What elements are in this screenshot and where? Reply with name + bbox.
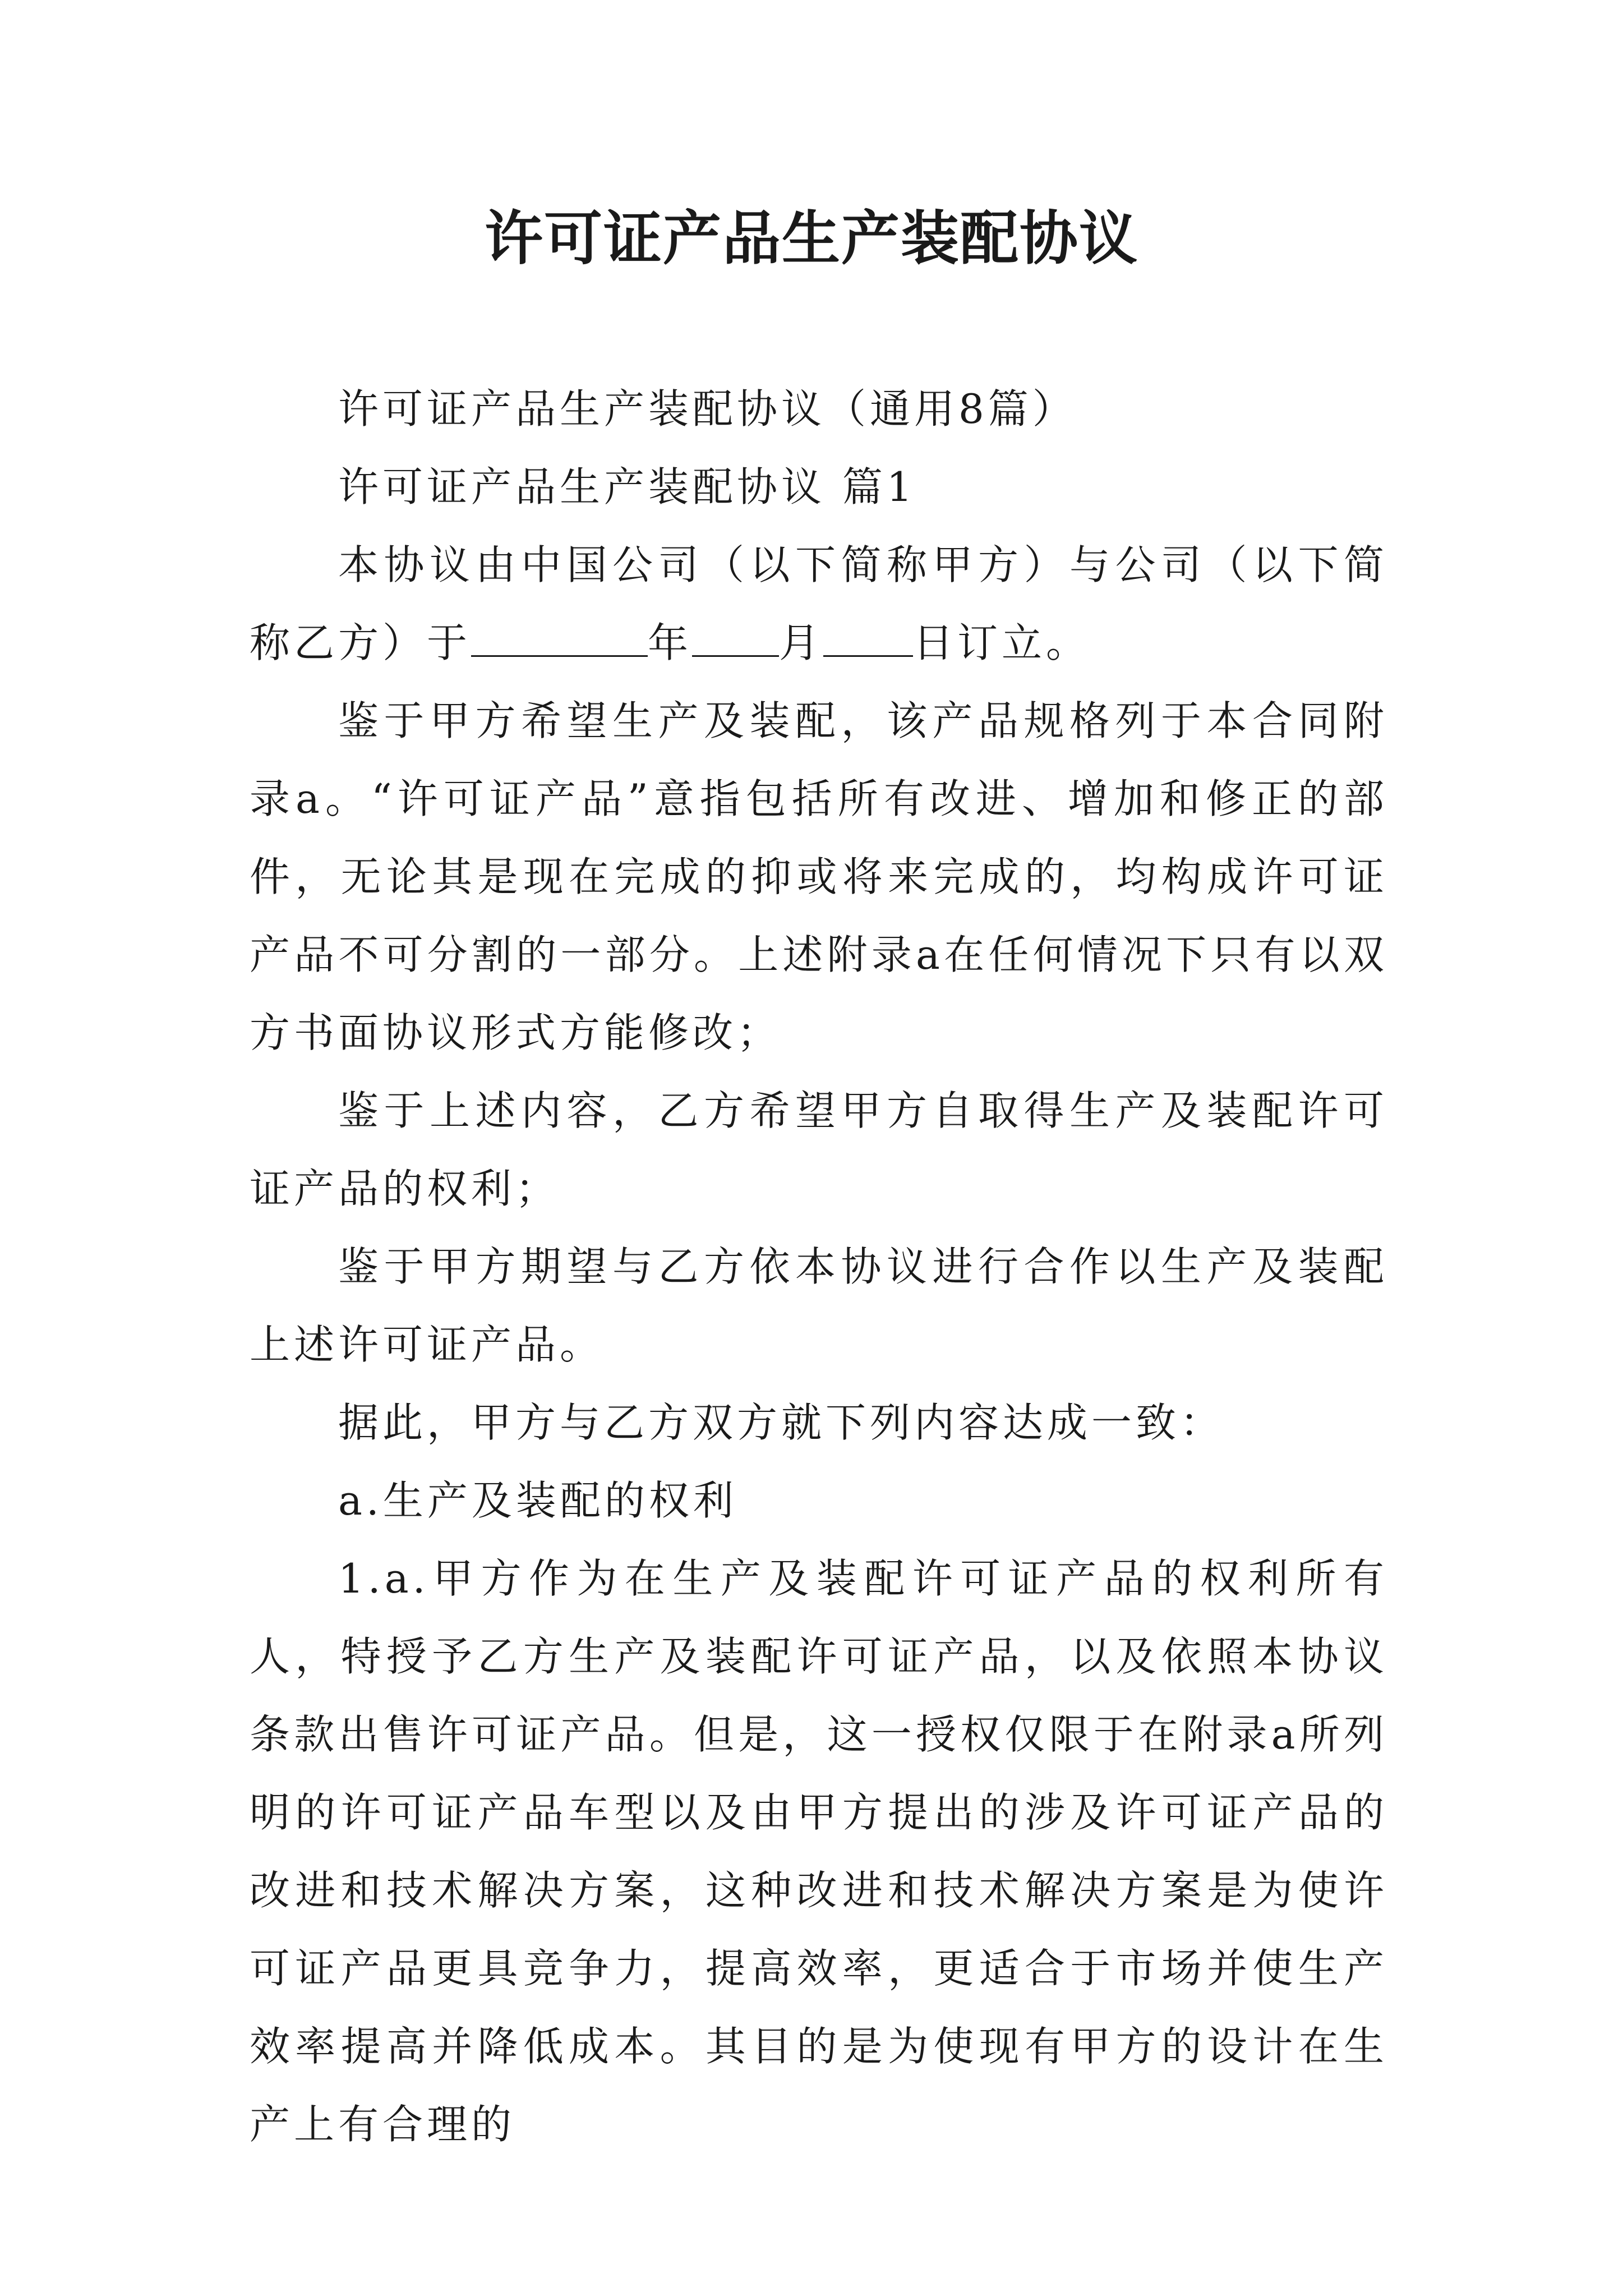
paragraph-recital-spec: 鉴于甲方希望生产及装配，该产品规格列于本合同附录a。“许可证产品”意指包括所有改进、增加和修正的部件，无论其是现在完成的抑或将来完成的，均构成许可证产品不可分割的一部分。上述附录a在任何情况下只有以双方书面协议形式方能修改； [250,697,1388,1056]
day-blank [823,622,913,657]
year-blank [471,622,648,657]
date-line-text: 本协议由中国公司（以下简称甲方）与公司（以下简称乙方）于 [250,541,1388,666]
document-body [250,370,1388,2164]
paragraph-recital-rights: 鉴于上述内容，乙方希望甲方自取得生产及装配许可证产品的权利； [250,1087,1388,1212]
month-blank [692,622,779,657]
paragraph-recital-cooperation: 鉴于甲方期望与乙方依本协议进行合作以生产及装配上述许可证产品。 [250,1243,1388,1368]
month-label: 月 [779,619,824,666]
section-heading: 许可证产品生产装配协议 篇1 [338,463,916,510]
document-title: 许可证产品生产装配协议 [484,204,1138,273]
date-line-paragraph [250,526,1388,682]
clause-heading-a: a.生产及装配的权利 [338,1477,737,1524]
paragraph-agreement-intro: 据此，甲方与乙方双方就下列内容达成一致： [338,1399,1225,1446]
day-label: 日订立。 [913,619,1091,666]
document-subtitle: 许可证产品生产装配协议（通用8篇） [338,385,1077,432]
clause-1a: 1.a.甲方作为在生产及装配许可证产品的权利所有人，特授予乙方生产及装配许可证产品，以及依照本协议条款出售许可证产品。但是，这一授权仅限于在附录a所列明的许可证产品车型以及由甲方提出的涉及许可证产品的改进和技术解决方案，这种改进和技术解决方案是为使许可证产品更具竞争力，提高效率，更适合于市场并使生产效率提高并降低成本。其目的是为使现有甲方的设计在生产上有合理的 [250,1555,1388,2148]
year-label: 年 [648,619,693,666]
